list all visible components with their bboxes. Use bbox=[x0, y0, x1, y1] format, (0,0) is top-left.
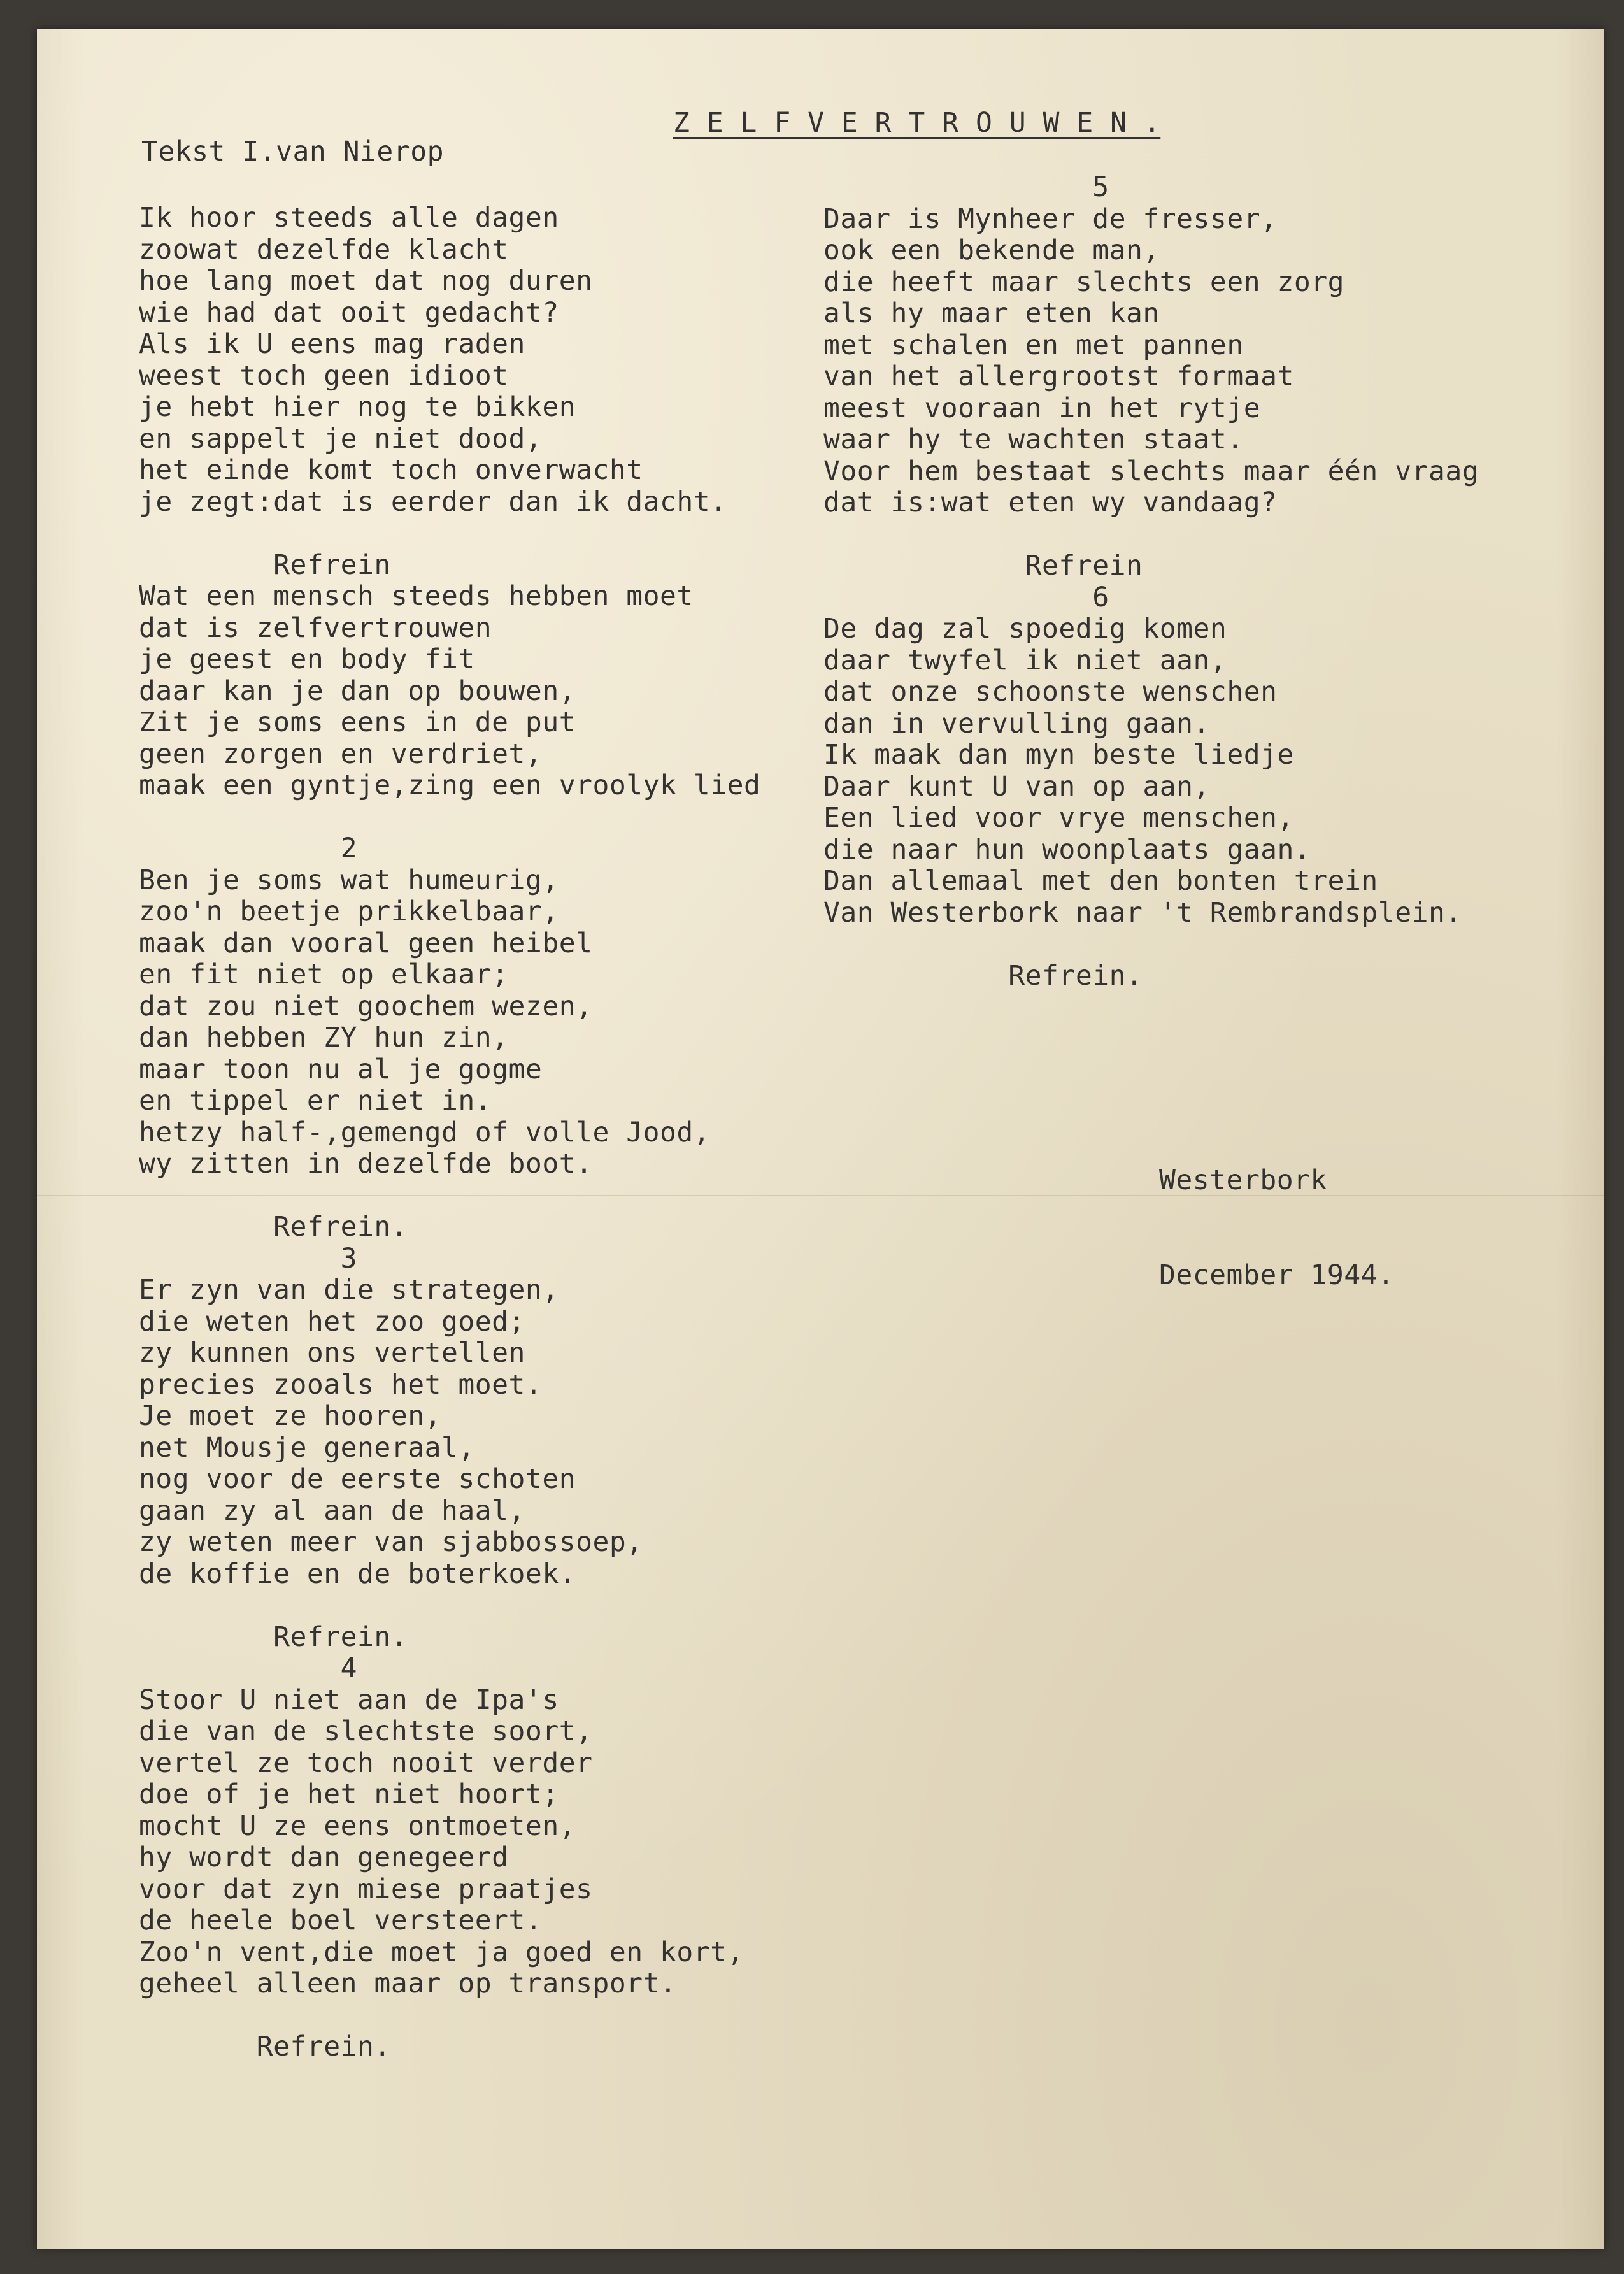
left-column-line: dat zou niet goochem wezen, bbox=[139, 990, 593, 1022]
left-column-line: 2 bbox=[139, 833, 358, 864]
right-column bbox=[823, 172, 1479, 992]
left-column-line: hetzy half-,gemengd of volle Jood, bbox=[139, 1116, 711, 1148]
right-column-line bbox=[823, 519, 1479, 551]
left-column-line: nog voor de eerste schoten bbox=[139, 1463, 576, 1495]
right-column-line: Dan allemaal met den bonten trein bbox=[823, 865, 1378, 897]
left-column-line: zoo'n beetje prikkelbaar, bbox=[139, 896, 559, 927]
left-column-line: weest toch geen idioot bbox=[139, 359, 509, 392]
right-column-line: 5 bbox=[823, 171, 1109, 203]
left-column-line: maak dan vooral geen heibel bbox=[139, 927, 593, 959]
signature-date: December 1944. bbox=[1159, 1259, 1395, 1291]
right-column-line: dat is:wat eten wy vandaag? bbox=[823, 487, 1278, 518]
left-column-line: de heele boel versteert. bbox=[139, 1905, 543, 1936]
left-column-line: wy zitten in dezelfde boot. bbox=[139, 1148, 593, 1180]
right-column-line: ook een bekende man, bbox=[823, 234, 1160, 266]
right-column-line bbox=[823, 929, 1479, 961]
right-column-line: Voor hem bestaat slechts maar één vraag bbox=[823, 455, 1479, 487]
left-column-line: gaan zy al aan de haal, bbox=[139, 1494, 525, 1527]
left-column-line: Refrein. bbox=[139, 1211, 408, 1243]
right-column-line: Refrein bbox=[823, 550, 1143, 582]
left-column-line: dan hebben ZY hun zin, bbox=[139, 1022, 509, 1054]
left-column-line: mocht U ze eens ontmoeten, bbox=[139, 1810, 576, 1842]
left-column-line bbox=[139, 2000, 760, 2032]
right-column-line: die heeft maar slechts een zorg bbox=[823, 266, 1345, 298]
left-column-line: 3 bbox=[139, 1242, 358, 1275]
left-column-line: en fit niet op elkaar; bbox=[139, 959, 509, 990]
left-column-line: Refrein bbox=[139, 548, 391, 581]
right-column-line: Ik maak dan myn beste liedje bbox=[823, 739, 1294, 771]
right-column-line: Van Westerbork naar 't Rembrandsplein. bbox=[823, 896, 1462, 929]
right-column-line: meest vooraan in het rytje bbox=[823, 392, 1261, 424]
left-column-line: 4 bbox=[139, 1652, 358, 1684]
left-column-line: doe of je het niet hoort; bbox=[139, 1778, 559, 1810]
left-column-line: daar kan je dan op bouwen, bbox=[139, 675, 576, 707]
left-column-line: zy weten meer van sjabbossoep, bbox=[139, 1526, 643, 1558]
left-column-line: zy kunnen ons vertellen bbox=[139, 1337, 525, 1369]
right-column-line: dan in vervulling gaan. bbox=[823, 707, 1210, 740]
right-column-line: van het allergrootst formaat bbox=[823, 361, 1294, 392]
left-column-line: die van de slechtste soort, bbox=[139, 1715, 593, 1747]
left-column-line: Refrein. bbox=[139, 2031, 391, 2063]
document-title: Z E L F V E R T R O U W E N . bbox=[673, 107, 1161, 139]
left-column-line: Refrein. bbox=[139, 1620, 408, 1653]
left-column-line: vertel ze toch nooit verder bbox=[139, 1747, 593, 1779]
left-column-line: Ik hoor steeds alle dagen bbox=[139, 202, 559, 234]
left-column-line: het einde komt toch onverwacht bbox=[139, 454, 643, 486]
left-column-line: voor dat zyn miese praatjes bbox=[139, 1873, 593, 1905]
signature-place: Westerbork bbox=[1159, 1164, 1327, 1196]
left-column-line: maak een gyntje,zing een vroolyk lied bbox=[139, 769, 761, 801]
left-column-line: en sappelt je niet dood, bbox=[139, 422, 543, 455]
right-column-line: Een lied voor vrye menschen, bbox=[823, 802, 1294, 834]
left-column-line: Stoor U niet aan de Ipa's bbox=[139, 1684, 559, 1716]
left-column-line bbox=[139, 518, 760, 550]
left-column-line: Wat een mensch steeds hebben moet bbox=[139, 580, 694, 612]
right-column-line: Daar kunt U van op aan, bbox=[823, 770, 1210, 803]
left-column-line: die weten het zoo goed; bbox=[139, 1305, 525, 1338]
left-column-line: Zit je soms eens in de put bbox=[139, 706, 576, 738]
left-column-line: hoe lang moet dat nog duren bbox=[139, 265, 593, 297]
left-column-line: geen zorgen en verdriet, bbox=[139, 738, 543, 770]
right-column-line: als hy maar eten kan bbox=[823, 297, 1160, 329]
left-column-line bbox=[139, 1180, 760, 1212]
left-column-line: hy wordt dan genegeerd bbox=[139, 1841, 509, 1873]
right-column-line: dat onze schoonste wenschen bbox=[823, 676, 1278, 708]
left-column-line: zoowat dezelfde klacht bbox=[139, 233, 509, 266]
left-column-line: Als ik U eens mag raden bbox=[139, 328, 525, 360]
right-column-line: 6 bbox=[823, 581, 1109, 613]
right-column-line: Daar is Mynheer de fresser, bbox=[823, 203, 1278, 235]
left-column-line: dat is zelfvertrouwen bbox=[139, 611, 492, 644]
left-column-line: wie had dat ooit gedacht? bbox=[139, 296, 559, 329]
right-column-line: De dag zal spoedig komen bbox=[823, 613, 1227, 645]
left-column-line: en tippel er niet in. bbox=[139, 1085, 492, 1117]
left-column-line: net Mousje generaal, bbox=[139, 1431, 475, 1464]
left-column-line: je geest en body fit bbox=[139, 643, 475, 675]
left-column-line: Zoo'n vent,die moet ja goed en kort, bbox=[139, 1936, 744, 1968]
right-column-line: Refrein. bbox=[823, 959, 1143, 992]
right-column-line: waar hy te wachten staat. bbox=[823, 424, 1244, 455]
left-column bbox=[139, 203, 760, 2063]
right-column-line: die naar hun woonplaats gaan. bbox=[823, 833, 1311, 866]
left-column-line bbox=[139, 802, 760, 834]
right-column-line: met schalen en met pannen bbox=[823, 329, 1244, 361]
left-column-line bbox=[139, 1590, 760, 1622]
left-column-line: Ben je soms wat humeurig, bbox=[139, 864, 559, 896]
left-column-line: geheel alleen maar op transport. bbox=[139, 1968, 677, 1999]
right-column-line: daar twyfel ik niet aan, bbox=[823, 644, 1227, 676]
left-column-line: je hebt hier nog te bikken bbox=[139, 391, 576, 423]
left-column-line: maar toon nu al je gogme bbox=[139, 1053, 543, 1085]
left-column-line: de koffie en de boterkoek. bbox=[139, 1557, 576, 1590]
left-column-line: Er zyn van die strategen, bbox=[139, 1274, 559, 1306]
left-column-line: je zegt:dat is eerder dan ik dacht. bbox=[139, 485, 727, 518]
left-column-line: Je moet ze hooren, bbox=[139, 1400, 441, 1432]
author-line: Tekst I.van Nierop bbox=[141, 136, 444, 168]
left-column-line: precies zooals het moet. bbox=[139, 1368, 543, 1401]
signature-block bbox=[1159, 1102, 1394, 1323]
